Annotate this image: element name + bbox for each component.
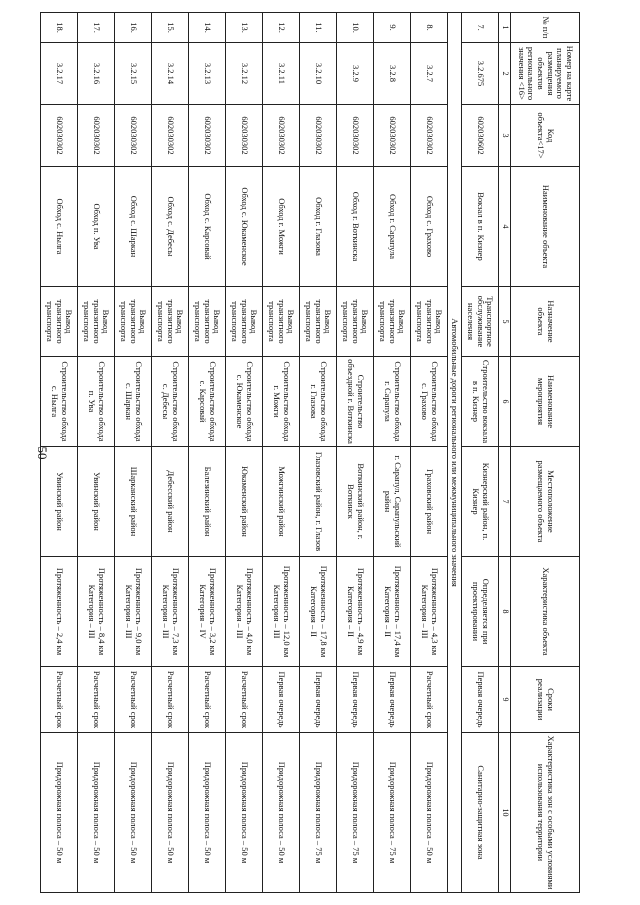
table-cell: Вывод транзитного транспорта: [263, 287, 300, 357]
table-cell: Увинский район: [78, 447, 115, 557]
table-cell: 3.2.14: [152, 43, 189, 105]
table-cell: Расчетный срок: [115, 667, 152, 733]
table-row: [41, 13, 78, 893]
table-cell: Балезинский район: [189, 447, 226, 557]
table-cell: Обход с. Дебесы: [152, 167, 189, 287]
table-cell: Вывод транзитного транспорта: [226, 287, 263, 357]
table-cell: 602030302: [226, 105, 263, 167]
table-cell: Расчетный срок: [226, 667, 263, 733]
table-body: [41, 13, 499, 893]
header-cell: Назначение объекта: [511, 287, 580, 357]
table-cell: Строительство объездной г. Воткинска: [337, 357, 374, 447]
table-cell: Обход с. Карсовай: [189, 167, 226, 287]
table-cell: 3.2.12: [226, 43, 263, 105]
column-number-cell: 6: [499, 357, 511, 447]
table-cell: Строительство обхода г. Сарапула: [374, 357, 411, 447]
table-cell: Глазовский район, г. Глазов: [300, 447, 337, 557]
table-row: [226, 13, 263, 893]
column-number-cell: 2: [499, 43, 511, 105]
table-cell: 602030602: [462, 105, 499, 167]
table-cell: Придорожная полоса – 50 м: [115, 733, 152, 893]
table-cell: Вывод транзитного транспорта: [115, 287, 152, 357]
table-cell: Расчетный срок: [78, 667, 115, 733]
table-cell: Придорожная полоса – 75 м: [337, 733, 374, 893]
table-cell: 3.2.17: [41, 43, 78, 105]
table-cell: Обход с. Грахово: [411, 167, 448, 287]
table-cell: Расчетный срок: [189, 667, 226, 733]
header-cell: № п/п: [511, 13, 580, 43]
table-cell: 3.2.11: [263, 43, 300, 105]
page-number: 50: [35, 446, 50, 460]
table-cell: Протяженность – 9,0 км Категория – III: [115, 557, 152, 667]
table-cell: Обход г. Сарапула: [374, 167, 411, 287]
table-cell: 13.: [226, 13, 263, 43]
section-row: [448, 13, 462, 893]
header-cell: Номер на карте планируемого размещения объектов регионального значения <16>: [511, 43, 580, 105]
table-cell: Строительство обхода с. Шаркан: [115, 357, 152, 447]
table-cell: Первая очередь: [374, 667, 411, 733]
table-cell: Протяженность – 2,4 км: [41, 557, 78, 667]
table-cell: Придорожная полоса – 50 м: [226, 733, 263, 893]
header-cell: Сроки реализации: [511, 667, 580, 733]
table-cell: Определяется при проектировании: [462, 557, 499, 667]
table-cell: 602030302: [374, 105, 411, 167]
table-cell: Строительство обхода г. Можги: [263, 357, 300, 447]
table-cell: Придорожная полоса – 50 м: [263, 733, 300, 893]
table-cell: Обход с. Шаркан: [115, 167, 152, 287]
table-cell: Протяженность – 3,2 км Категория – IV: [189, 557, 226, 667]
section-title: Автомобильные дороги регионального или межмуниципального значения: [448, 13, 462, 893]
header-cell: Характеристика объекта: [511, 557, 580, 667]
table-cell: Юкаменский район: [226, 447, 263, 557]
table-cell: Придорожная полоса – 50 м: [189, 733, 226, 893]
column-number-cell: 10: [499, 733, 511, 893]
column-number-cell: 4: [499, 167, 511, 287]
table-cell: 14.: [189, 13, 226, 43]
table-row: [300, 13, 337, 893]
table-cell: 15.: [152, 13, 189, 43]
table-cell: Первая очередь: [300, 667, 337, 733]
table-cell: 3.2.16: [78, 43, 115, 105]
header-cell: Наименование объекта: [511, 167, 580, 287]
table-cell: Граховский район: [411, 447, 448, 557]
table-cell: г. Сарапул, Сарапульский район: [374, 447, 411, 557]
table-row: [374, 13, 411, 893]
table-cell: Строительство обхода с. Нылга: [41, 357, 78, 447]
table-cell: Вывод транзитного транспорта: [411, 287, 448, 357]
table-cell: Дебесский район: [152, 447, 189, 557]
table-cell: Кизнерский район, п. Кизнер: [462, 447, 499, 557]
table-cell: 8.: [411, 13, 448, 43]
table-cell: 3.2.15: [115, 43, 152, 105]
table-cell: Обход г. Глазова: [300, 167, 337, 287]
header-cell: Код объекта<17>: [511, 105, 580, 167]
table-cell: Строительство обхода с. Юкаменское: [226, 357, 263, 447]
header-cell: Характеристика зон с особыми условиями использования территории: [511, 733, 580, 893]
table-cell: Первая очередь: [337, 667, 374, 733]
table-cell: Транспортное обслуживание населения: [462, 287, 499, 357]
table-cell: Вывод транзитного транспорта: [374, 287, 411, 357]
column-number-row: [499, 13, 511, 893]
table-cell: Расчетный срок: [41, 667, 78, 733]
table-cell: Можгинский район: [263, 447, 300, 557]
table-cell: Протяженность – 7,3 км Категория – III: [152, 557, 189, 667]
header-cell: Наименование мероприятия: [511, 357, 580, 447]
table-cell: 602030302: [115, 105, 152, 167]
table-cell: Придорожная полоса – 75 м: [374, 733, 411, 893]
table-row: [189, 13, 226, 893]
header-cell: Местоположение размещаемого объекта: [511, 447, 580, 557]
table-cell: 11.: [300, 13, 337, 43]
table-cell: 3.2.7: [411, 43, 448, 105]
table-cell: Шарканский район: [115, 447, 152, 557]
header-row: [511, 13, 580, 893]
table-cell: Первая очередь: [462, 667, 499, 733]
table-row: [115, 13, 152, 893]
table-cell: Расчетный срок: [152, 667, 189, 733]
column-number-cell: 1: [499, 13, 511, 43]
table-cell: Строительство обхода г. Глазова: [300, 357, 337, 447]
table-row: [462, 13, 499, 893]
table-cell: Протяженность – 17,8 км Категория – II: [300, 557, 337, 667]
table-cell: 602030302: [152, 105, 189, 167]
table-cell: Обход г. Можги: [263, 167, 300, 287]
table-cell: Обход с. Юкаменское: [226, 167, 263, 287]
table-cell: Придорожная полоса – 50 м: [411, 733, 448, 893]
table-cell: 602030302: [337, 105, 374, 167]
table-cell: 3.2.675: [462, 43, 499, 105]
table-cell: 7.: [462, 13, 499, 43]
table-cell: Вокзал в п. Кизнер: [462, 167, 499, 287]
table-cell: 3.2.10: [300, 43, 337, 105]
table-cell: Строительство обхода п. Ува: [78, 357, 115, 447]
table-cell: Вывод транзитного транспорта: [152, 287, 189, 357]
table-cell: Увинский район: [41, 447, 78, 557]
table-cell: Санитарно-защитная зона: [462, 733, 499, 893]
table-cell: Протяженность – 4,9 км Категория – II: [337, 557, 374, 667]
table-cell: Вывод транзитного транспорта: [189, 287, 226, 357]
table-cell: Воткинский район, г. Воткинск: [337, 447, 374, 557]
table-row: [337, 13, 374, 893]
table-cell: 602030302: [78, 105, 115, 167]
table-row: [263, 13, 300, 893]
table-cell: Протяженность – 8,4 км Категория – III: [78, 557, 115, 667]
table-cell: 602030302: [411, 105, 448, 167]
column-number-cell: 9: [499, 667, 511, 733]
table-cell: Обход п. Ува: [78, 167, 115, 287]
table-cell: Вывод транзитного транспорта: [337, 287, 374, 357]
table-cell: Придорожная полоса – 75 м: [300, 733, 337, 893]
table-cell: Протяженность – 17,4 км Категория – II: [374, 557, 411, 667]
table-cell: 3.2.8: [374, 43, 411, 105]
table-cell: Первая очередь: [263, 667, 300, 733]
column-number-cell: 5: [499, 287, 511, 357]
column-number-cell: 8: [499, 557, 511, 667]
table-cell: Обход с. Нылга: [41, 167, 78, 287]
table-cell: Вывод транзитного транспорта: [78, 287, 115, 357]
table-cell: Придорожная полоса – 50 м: [41, 733, 78, 893]
table-cell: Протяженность – 4,3 км Категория – III: [411, 557, 448, 667]
rotated-page: [45, 12, 580, 892]
table-row: [411, 13, 448, 893]
table-cell: Строительство обхода с. Грахово: [411, 357, 448, 447]
table-cell: Протяженность – 12,0 км Категория – III: [263, 557, 300, 667]
table-cell: 18.: [41, 13, 78, 43]
table-cell: 602030302: [300, 105, 337, 167]
table-cell: Расчетный срок: [411, 667, 448, 733]
table-row: [78, 13, 115, 893]
table-cell: Протяженность – 4,0 км Категория – III: [226, 557, 263, 667]
table-cell: Придорожная полоса – 50 м: [78, 733, 115, 893]
table-cell: 3.2.13: [189, 43, 226, 105]
table-cell: Строительство вокзала в п. Кизнер: [462, 357, 499, 447]
table-cell: Строительство обхода с. Карсовай: [189, 357, 226, 447]
table-cell: 602030302: [189, 105, 226, 167]
table-cell: 12.: [263, 13, 300, 43]
table-cell: Обход г. Воткинска: [337, 167, 374, 287]
table-cell: 602030302: [263, 105, 300, 167]
table-row: [152, 13, 189, 893]
column-number-cell: 3: [499, 105, 511, 167]
table-cell: Придорожная полоса – 50 м: [152, 733, 189, 893]
table-cell: Вывод транзитного транспорта: [300, 287, 337, 357]
objects-table: [40, 12, 580, 893]
table-cell: 9.: [374, 13, 411, 43]
table-cell: 3.2.9: [337, 43, 374, 105]
table-cell: Строительство обхода с. Дебесы: [152, 357, 189, 447]
table-cell: 602030302: [41, 105, 78, 167]
table-cell: 10.: [337, 13, 374, 43]
table-cell: 17.: [78, 13, 115, 43]
column-number-cell: 7: [499, 447, 511, 557]
table-cell: Вывод транзитного транспорта: [41, 287, 78, 357]
table-cell: 16.: [115, 13, 152, 43]
